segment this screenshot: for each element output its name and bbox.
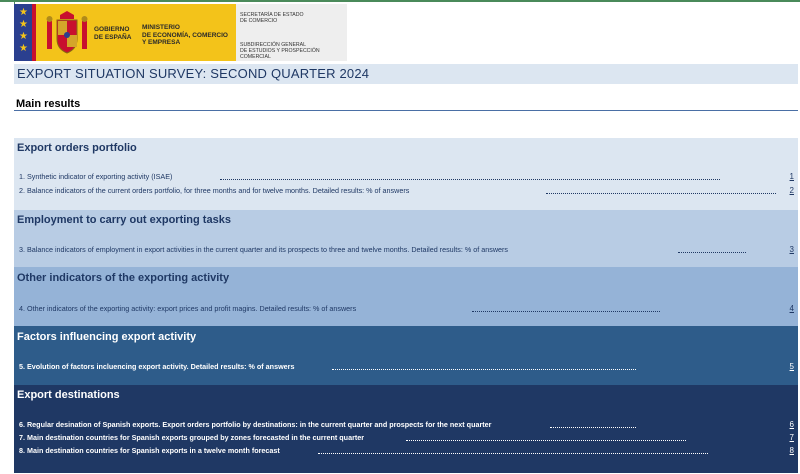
- toc-row[interactable]: [14, 172, 798, 183]
- page-link[interactable]: 6: [789, 420, 794, 429]
- section-title: Employment to carry out exporting tasks: [17, 214, 231, 226]
- toc-row-label: 4. Other indicators of the exporting activity: export prices and profit magins. Detailed results: % of answers: [19, 304, 357, 313]
- section-title: Export orders portfolio: [17, 142, 137, 154]
- toc-row[interactable]: [14, 446, 798, 457]
- leader-dots: [546, 186, 776, 194]
- toc-row[interactable]: [14, 420, 798, 431]
- title-bar: [14, 64, 798, 84]
- toc-row-label: 5. Evolution of factors incluencing export activity. Detailed results: % of answers: [19, 362, 295, 371]
- section-export-destinations: [14, 385, 798, 473]
- section-title: Export destinations: [17, 389, 120, 401]
- leader-dots: [332, 362, 636, 370]
- leader-dots: [318, 446, 708, 454]
- section-other-indicators: [14, 267, 798, 326]
- section-title: Factors influencing export activity: [17, 331, 197, 343]
- page-link[interactable]: 5: [789, 362, 794, 371]
- page-link[interactable]: 7: [789, 433, 794, 442]
- coat-of-arms-icon: [44, 11, 90, 55]
- page-link[interactable]: 2: [789, 186, 794, 195]
- secretariat-block: [236, 4, 347, 61]
- leader-dots: [550, 420, 636, 428]
- ministry-label: MINISTERIO DE ECONOMÍA, COMERCIO Y EMPRESA: [142, 24, 228, 46]
- toc-row[interactable]: [14, 362, 798, 373]
- section-export-orders-portfolio: [14, 138, 798, 210]
- toc-row-label: 8. Main destination countries for Spanish exports in a twelve month forecast: [19, 446, 280, 455]
- page-title: EXPORT SITUATION SURVEY: SECOND QUARTER 2024: [17, 66, 370, 81]
- leader-dots: [220, 172, 720, 180]
- page-link[interactable]: 1: [789, 172, 794, 181]
- spain-flag-stripe: [32, 4, 36, 61]
- toc-row-label: 7. Main destination countries for Spanish exports grouped by zones forecasted in the current quarter: [19, 433, 365, 442]
- secretariat-label: SECRETARÍA DE ESTADO DE COMERCIO: [240, 12, 304, 24]
- page-link[interactable]: 4: [789, 304, 794, 313]
- toc-row[interactable]: [14, 186, 798, 197]
- government-label: GOBIERNO DE ESPAÑA: [94, 26, 132, 41]
- toc-row[interactable]: [14, 245, 798, 256]
- toc-row[interactable]: [14, 433, 798, 444]
- leader-dots: [406, 433, 686, 441]
- toc-row-label: 1. Synthetic indicator of exporting activity (ISAE): [19, 172, 173, 181]
- subdirection-label: SUBDIRECCIÓN GENERAL DE ESTUDIOS Y PROSPECCIÓN COMERCIAL: [240, 42, 320, 60]
- section-employment: [14, 210, 798, 267]
- leader-dots: [678, 245, 746, 253]
- toc-row-label: 2. Balance indicators of the current orders portfolio, for three months and for twelve months. Detailed results: % of answers: [19, 186, 410, 195]
- page-link[interactable]: 8: [789, 446, 794, 455]
- leader-dots: [472, 304, 660, 312]
- main-results-heading: Main results: [16, 98, 81, 110]
- toc-row-label: 6. Regular desination of Spanish exports. Export orders portfolio by destinations: in the current quarter and prospects for the next quarter: [19, 420, 492, 429]
- page-link[interactable]: 3: [789, 245, 794, 254]
- section-factors: [14, 326, 798, 385]
- main-results-underline: [14, 110, 798, 111]
- toc-row-label: 3. Balance indicators of employment in export activities in the current quarter and its prospects to three and twelve months. Detailed results: % of answers: [19, 245, 508, 254]
- government-logo: [14, 4, 236, 61]
- top-border-line: [0, 0, 800, 2]
- toc-row[interactable]: [14, 304, 798, 315]
- section-title: Other indicators of the exporting activity: [17, 272, 230, 284]
- eu-flag-icon: ★ ★ ★ ★: [14, 4, 36, 61]
